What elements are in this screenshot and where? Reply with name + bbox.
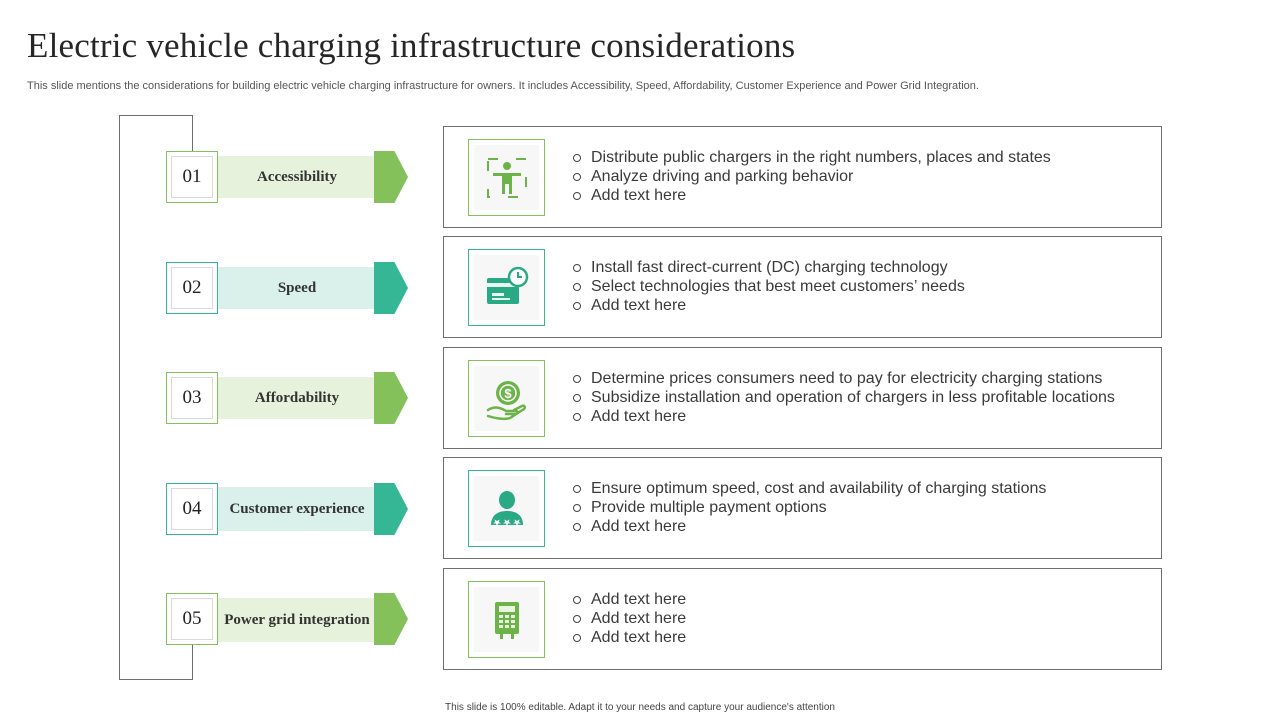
icon-frame xyxy=(468,249,545,326)
arrow-icon xyxy=(374,483,408,535)
consideration-row-affordability xyxy=(0,347,1280,449)
arrow-icon xyxy=(374,593,408,645)
consideration-row-accessibility xyxy=(0,126,1280,228)
bullet-item: Add text here xyxy=(572,407,1115,426)
bullet-item: Select technologies that best meet customers’ needs xyxy=(572,277,965,296)
accessibility-person-icon xyxy=(485,156,529,200)
bullet-item: Add text here xyxy=(572,186,1051,205)
step-number: 01 xyxy=(166,151,218,203)
dollar-hand-icon xyxy=(484,376,530,422)
step-label: Affordability xyxy=(218,377,376,419)
icon-frame xyxy=(468,360,545,437)
bullet-list xyxy=(572,258,965,315)
customer-rating-icon xyxy=(485,487,529,531)
svg-text:$: $ xyxy=(503,385,512,401)
bullet-item: Ensure optimum speed, cost and availability of charging stations xyxy=(572,479,1046,498)
bullet-list xyxy=(572,479,1046,536)
bullet-item: Determine prices consumers need to pay for electricity charging stations xyxy=(572,369,1115,388)
step-number: 05 xyxy=(166,593,218,645)
details-card xyxy=(443,457,1162,559)
power-meter-icon xyxy=(485,598,529,642)
arrow-icon xyxy=(374,262,408,314)
step-label: Accessibility xyxy=(218,156,376,198)
consideration-row-speed xyxy=(0,236,1280,338)
bullet-list xyxy=(572,148,1051,205)
consideration-row-customer-experience xyxy=(0,457,1280,559)
bullet-item: Analyze driving and parking behavior xyxy=(572,167,1051,186)
bullet-item: Add text here xyxy=(572,517,1046,536)
details-card xyxy=(443,568,1162,670)
bullet-item: Add text here xyxy=(572,628,686,647)
page-title: Electric vehicle charging infrastructure considerations xyxy=(27,26,796,65)
step-label: Speed xyxy=(218,267,376,309)
fast-payment-clock-icon xyxy=(483,264,531,312)
details-card xyxy=(443,126,1162,228)
arrow-icon xyxy=(374,372,408,424)
details-card xyxy=(443,347,1162,449)
arrow-icon xyxy=(374,151,408,203)
details-card xyxy=(443,236,1162,338)
step-number: 04 xyxy=(166,483,218,535)
bullet-item: Install fast direct-current (DC) charging technology xyxy=(572,258,965,277)
bullet-list xyxy=(572,590,686,647)
step-number: 02 xyxy=(166,262,218,314)
bullet-item: Add text here xyxy=(572,296,965,315)
page-subtitle: This slide mentions the considerations for building electric vehicle charging infrastructure for owners. It includes Accessibility, Speed, Affordability, Customer Experience and Power Grid Integration. xyxy=(27,80,979,92)
bullet-list xyxy=(572,369,1115,426)
consideration-row-power-grid xyxy=(0,568,1280,670)
footer-note: This slide is 100% editable. Adapt it to your needs and capture your audience's attention xyxy=(445,702,835,713)
step-number: 03 xyxy=(166,372,218,424)
bullet-item: Provide multiple payment options xyxy=(572,498,1046,517)
icon-frame xyxy=(468,139,545,216)
icon-frame xyxy=(468,470,545,547)
bullet-item: Distribute public chargers in the right numbers, places and states xyxy=(572,148,1051,167)
icon-frame xyxy=(468,581,545,658)
bullet-item: Add text here xyxy=(572,590,686,609)
step-label: Customer experience xyxy=(218,487,376,531)
step-label: Power grid integration xyxy=(218,598,376,642)
bullet-item: Add text here xyxy=(572,609,686,628)
bullet-item: Subsidize installation and operation of chargers in less profitable locations xyxy=(572,388,1115,407)
